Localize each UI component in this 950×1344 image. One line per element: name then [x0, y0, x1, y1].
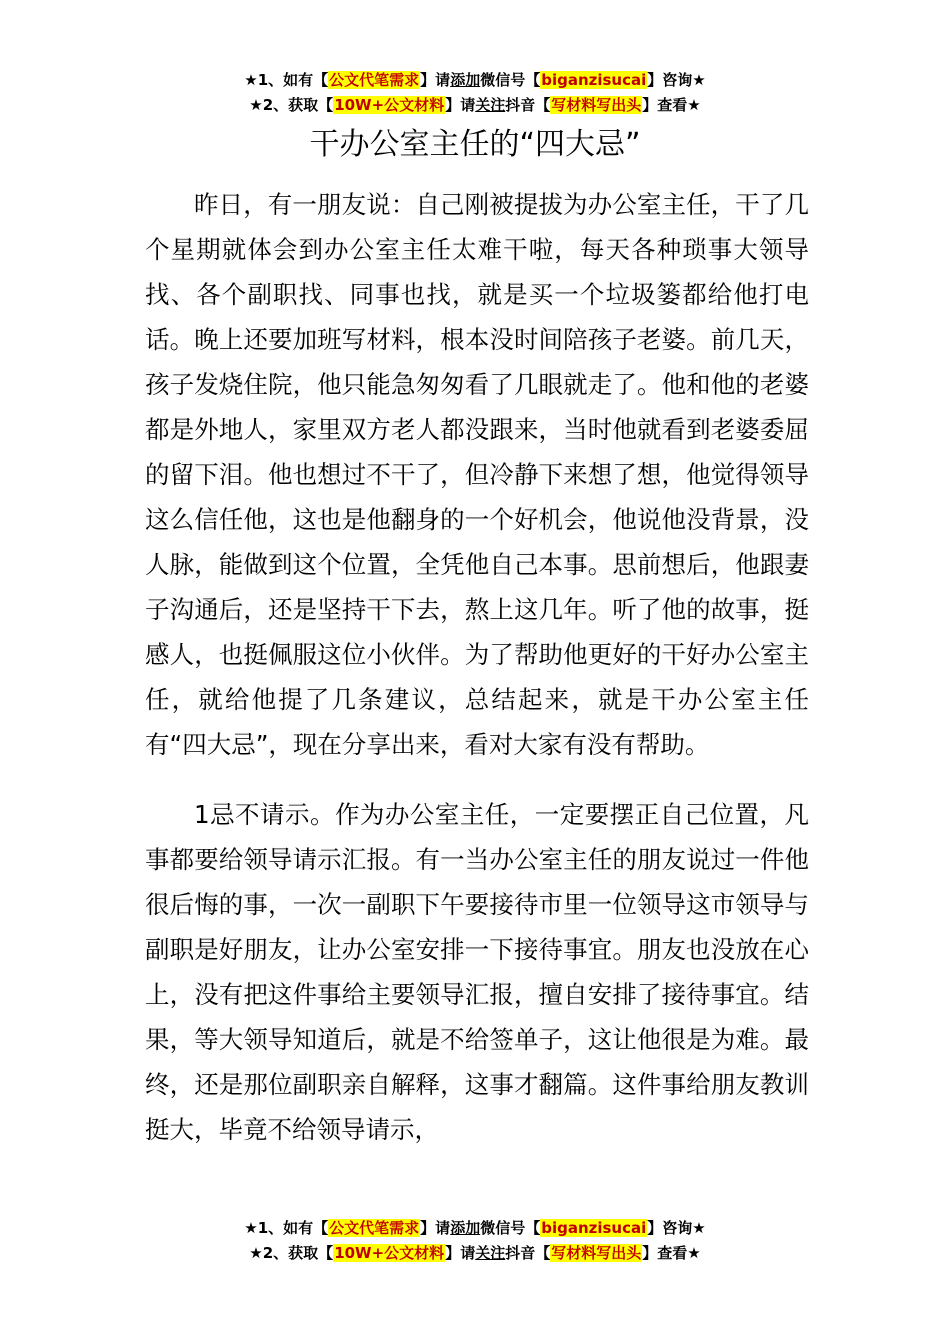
promo-highlight-douyin-account: 写材料写出头 — [551, 1244, 642, 1262]
promo-text: 】请 — [420, 71, 451, 89]
promo-text: 】请 — [420, 1219, 451, 1237]
promo-line-1-prefix: ★1、如有【 — [244, 71, 329, 89]
promo-banner-top — [0, 68, 950, 118]
promo-highlight-materials: 10W+公文材料 — [334, 1244, 445, 1262]
promo-highlight-materials: 10W+公文材料 — [334, 96, 445, 114]
promo-line-2-prefix: ★2、获取【 — [249, 1244, 334, 1262]
paragraph-point-1: 1忌不请示。作为办公室主任，一定要摆正自己位置，凡事都要给领导请示汇报。有一当办公室主任的朋友说过一件他很后悔的事，一次一副职下午要接待市里一位领导这市领导与副职是好朋友，让办公室安排一下接待事宜。朋友也没放在心上，没有把这件事给主要领导汇报，擅自安排了接待事宜。结果，等大领导知道后，就是不给签单子，这让他很是为难。最终，还是那位副职亲自解释，这事才翻篇。这件事给朋友教训挺大，毕竟不给领导请示， — [145, 800, 809, 1144]
document-title: 干办公室主任的“四大忌” — [309, 127, 641, 162]
promo-text: 】请 — [445, 96, 476, 114]
promo-text: 抖音【 — [505, 96, 551, 114]
promo-highlight-douyin-account: 写材料写出头 — [551, 96, 642, 114]
promo-highlight-writing-service: 公文代笔需求 — [329, 1219, 420, 1237]
promo-text: 微信号【 — [480, 71, 541, 89]
promo-line-2 — [0, 1241, 950, 1266]
promo-underlined-follow: 关注 — [475, 1244, 506, 1262]
promo-line-2 — [0, 93, 950, 118]
promo-highlight-wechat-id: biganzisucai — [541, 1219, 647, 1237]
promo-banner-bottom — [0, 1216, 950, 1266]
promo-underlined-follow: 关注 — [475, 96, 506, 114]
promo-text: 】请 — [445, 1244, 476, 1262]
promo-line-1 — [0, 68, 950, 93]
promo-text: 微信号【 — [480, 1219, 541, 1237]
promo-line-1 — [0, 1216, 950, 1241]
promo-text: 】查看★ — [642, 96, 701, 114]
promo-text: 】查看★ — [642, 1244, 701, 1262]
promo-line-1-prefix: ★1、如有【 — [244, 1219, 329, 1237]
promo-underlined-add: 添加 — [450, 71, 481, 89]
promo-text: 】咨询★ — [647, 1219, 706, 1237]
promo-text: 】咨询★ — [647, 71, 706, 89]
paragraph-intro: 昨日，有一朋友说：自己刚被提拔为办公室主任，干了几个星期就体会到办公室主任太难干啦，每天各种琐事大领导找、各个副职找、同事也找，就是买一个垃圾篓都给他打电话。晚上还要加班写材料，根本没时间陪孩子老婆。前几天，孩子发烧住院，他只能急匆匆看了几眼就走了。他和他的老婆都是外地人，家里双方老人都没跟来，当时他就看到老婆委屈的留下泪。他也想过不干了，但冷静下来想了想，他觉得领导这么信任他，这也是他翻身的一个好机会，他说他没背景，没人脉，能做到这个位置，全凭他自己本事。思前想后，他跟妻子沟通后，还是坚持干下去，熬上这几年。听了他的故事，挺感人，也挺佩服这位小伙伴。为了帮助他更好的干好办公室主任，就给他提了几条建议，总结起来，就是干办公室主任有“四大忌”，现在分享出来，看对大家有没有帮助。 — [145, 190, 809, 759]
promo-highlight-wechat-id: biganzisucai — [541, 71, 647, 89]
promo-highlight-writing-service: 公文代笔需求 — [329, 71, 420, 89]
promo-text: 抖音【 — [505, 1244, 551, 1262]
document-body — [145, 182, 809, 1152]
promo-line-2-prefix: ★2、获取【 — [249, 96, 334, 114]
promo-underlined-add: 添加 — [450, 1219, 481, 1237]
